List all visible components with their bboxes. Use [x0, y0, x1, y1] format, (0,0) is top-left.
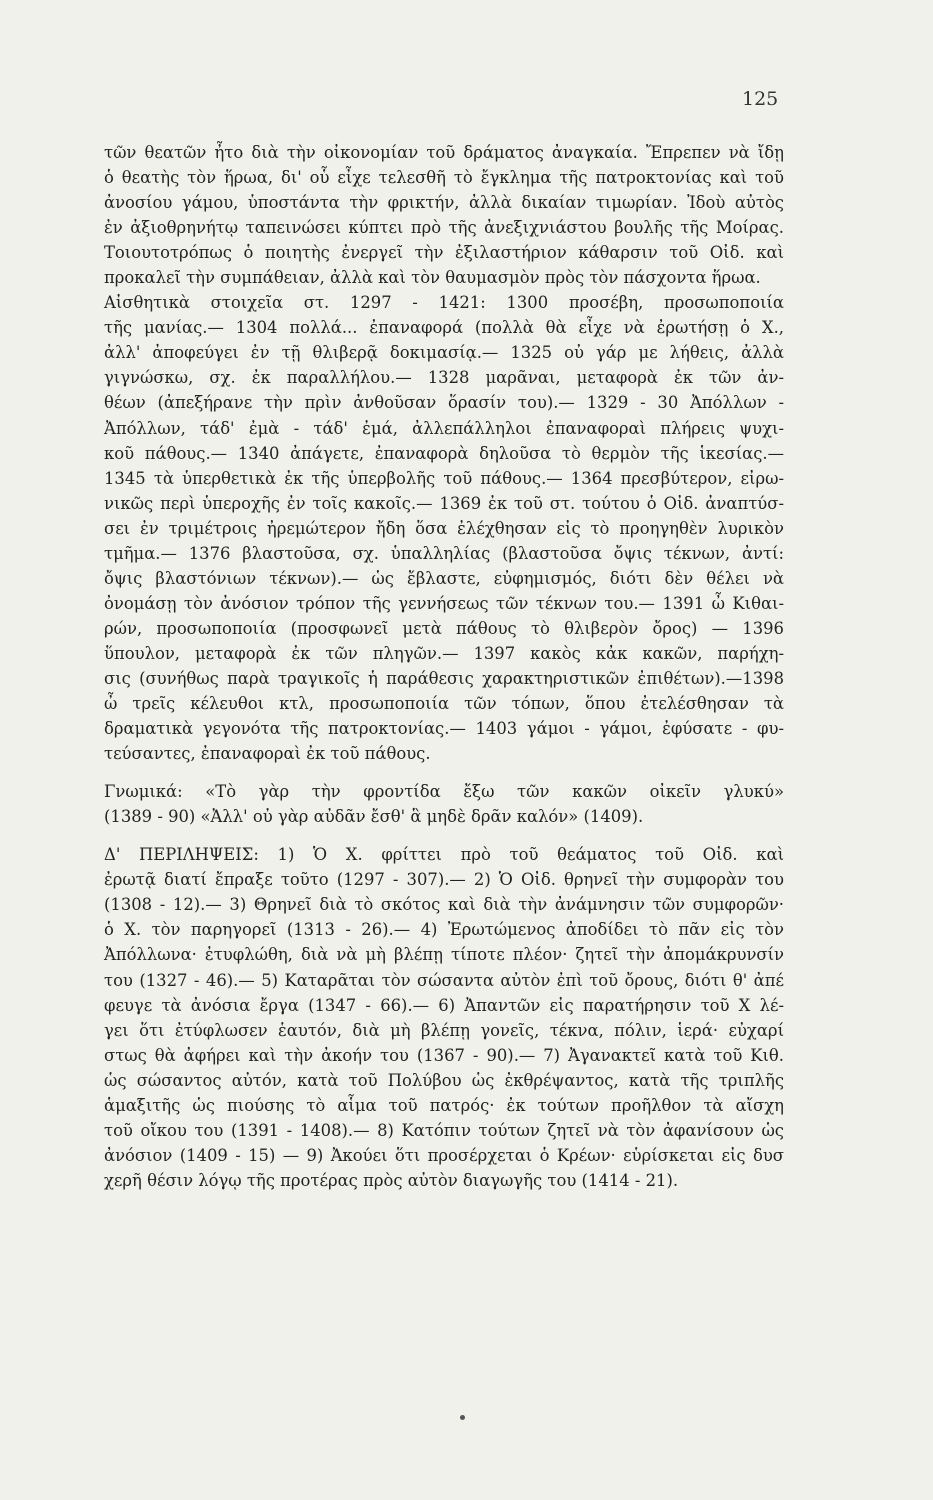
text-line: ὄψις βλαστόνιων τέκνων).— ὡς ἔβλαστε, εὐφημισμός, διότι δὲν θέλει νὰ	[104, 568, 784, 588]
text-line: Τοιουτοτρόπως ὁ ποιητὴς ἐνεργεῖ τὴν ἐξιλαστήριον κάθαρσιν τοῦ Οἰδ. καὶ	[104, 243, 784, 263]
text-line: σις (συνήθως παρὰ τραγικοῖς ἡ παράθεσις χαρακτηριστικῶν ἐπιθέτων).—1398	[104, 668, 784, 688]
text-line: τεύσαντες, ἐπαναφοραὶ ἐκ τοῦ πάθους.	[104, 744, 431, 764]
body-text	[104, 140, 784, 1193]
paragraph-aesthetic-elements	[104, 290, 784, 766]
text-line: κοῦ πάθους.— 1340 ἀπάγετε, ἐπαναφορὰ δηλοῦσα τὸ θερμὸν τῆς ἱκεσίας.—	[104, 443, 784, 463]
text-line: ἐν ἀξιοθρηνήτῳ ταπεινώσει κύπτει πρὸ τῆς ἀνεξιχνιάστου βουλῆς τῆς Μοίρας.	[104, 218, 784, 238]
text-line: ἀλλ' ἀποφεύγει ἐν τῇ θλιβερᾷ δοκιμασίᾳ.— 1325 οὐ γάρ με λήθεις, ἀλλὰ	[104, 343, 784, 363]
text-line: τῶν θεατῶν ἦτο διὰ τὴν οἰκονομίαν τοῦ δράματος ἀναγκαία. Ἔπρεπεν νὰ ἴδῃ	[104, 143, 784, 162]
text-line: ρών, προσωποποιία (προσφωνεῖ μετὰ πάθους τὸ θλιβερὸν ὄρος) — 1396	[104, 618, 784, 638]
page-number: 125	[742, 88, 779, 110]
text-line: Ἀπόλλων, τάδ' ἐμὰ - τάδ' ἐμά, ἀλλεπάλληλοι ἐπαναφοραὶ πλήρεις ψυχι-	[104, 418, 784, 438]
text-line: Γνωμικά: «Τὸ γὰρ τὴν φροντίδα ἔξω τῶν κακῶν οἰκεῖν γλυκύ»	[104, 782, 784, 802]
text-line: τοῦ οἴκου του (1391 - 1408).— 8) Κατόπιν τούτων ζητεῖ νὰ τὸν ἀφανίσουν ὡς	[104, 1120, 784, 1140]
text-line: ὁ θεατὴς τὸν ἥρωα, δι' οὗ εἶχε τελεσθῆ τὸ ἔγκλημα τῆς πατροκτονίας καὶ τοῦ	[104, 168, 784, 188]
print-mark-dot	[460, 1415, 465, 1420]
text-line: ὡς σώσαντος αὐτόν, κατὰ τοῦ Πολύβου ὡς ἐκθρέψαντος, κατὰ τῆς τριπλῆς	[104, 1070, 784, 1090]
text-line: ὕπουλον, μεταφορὰ ἐκ τῶν πληγῶν.— 1397 κακὸς κἀκ κακῶν, παρήχη-	[104, 643, 784, 663]
text-line: τῆς μανίας.— 1304 πολλά... ἐπαναφορά (πολλὰ θὰ εἶχε νὰ ἐρωτήσῃ ὁ Χ.,	[104, 318, 784, 338]
text-line: Δ' ΠΕΡΙΛΗΨΕΙΣ: 1) Ὁ Χ. φρίττει πρὸ τοῦ θεάματος τοῦ Οἰδ. καὶ	[104, 845, 784, 865]
text-line: σει ἐν τριμέτροις ἠρεμώτερον ἤδη ὅσα ἐλέχθησαν εἰς τὸ προηγηθὲν λυρικὸν	[104, 518, 784, 538]
paragraph-gap	[104, 766, 784, 779]
text-line: ἁμαξιτῆς ὡς πιούσης τὸ αἷμα τοῦ πατρός· ἐκ τούτων προῆλθον τὰ αἴσχη	[104, 1095, 784, 1115]
text-line: ὀνομάσῃ τὸν ἀνόσιον τρόπον τῆς γεννήσεως τῶν τέκνων του.— 1391 ὦ Κιθαι-	[104, 593, 784, 613]
text-line: του (1327 - 46).— 5) Καταρᾶται τὸν σώσαντα αὐτὸν ἐπὶ τοῦ ὄρους, διότι θ' ἀπέ	[104, 970, 784, 990]
text-line: προκαλεῖ τὴν συμπάθειαν, ἀλλὰ καὶ τὸν θαυμασμὸν πρὸς τὸν πάσχοντα ἥρωα.	[104, 268, 761, 288]
text-line: χερῆ θέσιν λόγῳ τῆς προτέρας πρὸς αὐτὸν διαγωγῆς του (1414 - 21).	[104, 1170, 679, 1190]
text-line: τμῆμα.— 1376 βλαστοῦσα, σχ. ὑπαλληλίας (βλαστοῦσα ὄψις τέκνων, ἀντί:	[104, 543, 784, 563]
text-line: 1345 τὰ ὑπερθετικὰ ἐκ τῆς ὑπερβολῆς τοῦ πάθους.— 1364 πρεσβύτερον, εἰρω-	[104, 468, 784, 488]
text-line: γιγνώσκω, σχ. ἐκ παραλλήλου.— 1328 μαρᾶναι, μεταφορὰ ἐκ τῶν ἀν-	[104, 368, 784, 388]
text-line: ἐρωτᾷ διατί ἔπραξε τοῦτο (1297 - 307).— 2) Ὁ Οἰδ. θρηνεῖ τὴν συμφορὰν του	[104, 870, 784, 890]
paragraph-maxims	[104, 779, 784, 829]
text-line: ὦ τρεῖς κέλευθοι κτλ, προσωποποιία τῶν τόπων, ὅπου ἐτελέσθησαν τὰ	[104, 694, 784, 714]
paragraph-gap	[104, 829, 784, 842]
text-line: δραματικὰ γεγονότα τῆς πατροκτονίας.— 1403 γάμοι - γάμοι, ἐφύσατε - φυ-	[104, 719, 784, 739]
text-line: φευγε τὰ ἀνόσια ἔργα (1347 - 66).— 6) Ἀπαντῶν εἰς παρατήρησιν τοῦ Χ λέ-	[104, 995, 784, 1015]
text-line: ἀνόσιον (1409 - 15) — 9) Ἀκούει ὅτι προσέρχεται ὁ Κρέων· εὑρίσκεται εἰς δυσ	[104, 1145, 784, 1165]
text-line: ἀνοσίου γάμου, ὑποστάντα τὴν φρικτήν, ἀλλὰ δικαίαν τιμωρίαν. Ἰδοὺ αὐτὸς	[104, 193, 784, 213]
text-line: Αἰσθητικὰ στοιχεῖα στ. 1297 - 1421: 1300 προσέβη, προσωποποιία	[104, 293, 784, 313]
text-line: Ἀπόλλωνα· ἐτυφλώθη, διὰ νὰ μὴ βλέπῃ τίποτε πλέον· ζητεῖ τὴν ἀπομάκρυνσίν	[104, 945, 784, 965]
text-line: (1308 - 12).— 3) Θρηνεῖ διὰ τὸ σκότος καὶ διὰ τὴν ἀνάμνησιν τῶν συμφορῶν·	[104, 895, 784, 915]
paragraph-summaries	[104, 842, 784, 1193]
text-line: ὁ Χ. τὸν παρηγορεῖ (1313 - 26).— 4) Ἐρωτώμενος ἀποδίδει τὸ πᾶν εἰς τὸν	[104, 920, 784, 940]
paragraph-conclusion	[104, 140, 784, 290]
text-line: στως θὰ ἀφήρει καὶ τὴν ἀκοήν του (1367 - 90).— 7) Ἀγανακτεῖ κατὰ τοῦ Κιθ.	[104, 1045, 784, 1065]
text-line: (1389 - 90) «Ἀλλ' οὐ γὰρ αὐδᾶν ἔσθ' ἃ μηδὲ δρᾶν καλόν» (1409).	[104, 807, 644, 827]
text-line: θέων (ἀπεξήρανε τὴν πρὶν ἀνθοῦσαν ὅρασίν του).— 1329 - 30 Ἀπόλλων -	[104, 393, 784, 413]
text-line: νικῶς περὶ ὑπεροχῆς ἐν τοῖς κακοῖς.— 1369 ἐκ τοῦ στ. τούτου ὁ Οἰδ. ἀναπτύσ-	[104, 493, 784, 513]
text-line: γει ὅτι ἐτύφλωσεν ἑαυτόν, διὰ μὴ βλέπῃ γονεῖς, τέκνα, πόλιν, ἱερά· εὐχαρί	[104, 1020, 784, 1040]
